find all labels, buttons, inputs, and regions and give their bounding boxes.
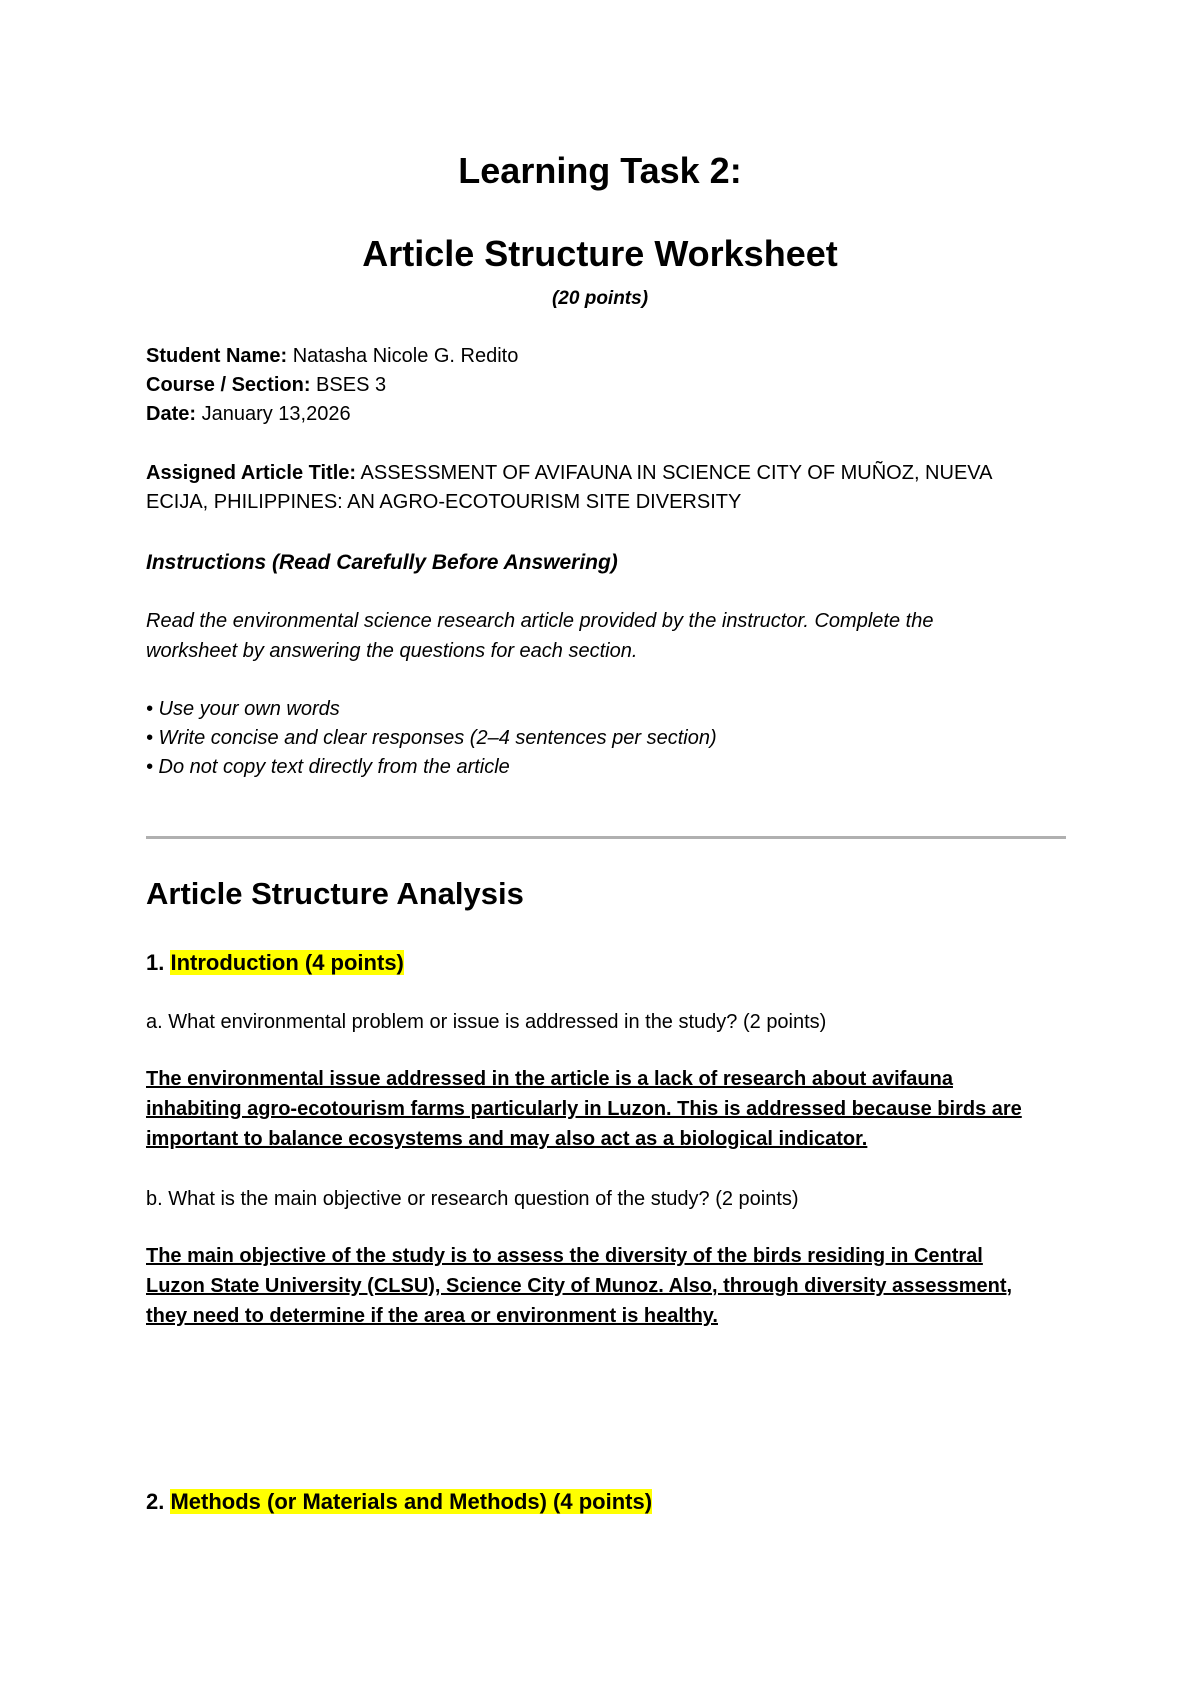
instructions-body-line-2: worksheet by answering the questions for each section. bbox=[146, 640, 638, 662]
student-name-value: Natasha Nicole G. Redito bbox=[292, 345, 519, 367]
answer-1b-line: they need to determine if the area or environment is healthy. bbox=[146, 1305, 718, 1327]
section-1-number: 1. bbox=[146, 950, 171, 975]
course-section-value: BSES 3 bbox=[316, 374, 387, 396]
article-title-line-1: ASSESSMENT OF AVIFAUNA IN SCIENCE CITY OF MUÑOZ, NUEVA bbox=[360, 462, 993, 484]
section-2-label: Methods (or Materials and Methods) (4 points) bbox=[170, 1489, 653, 1514]
question-1b: b. What is the main objective or research question of the study? (2 points) bbox=[146, 1188, 799, 1210]
student-name-label: Student Name: bbox=[146, 345, 288, 367]
instructions-heading: Instructions (Read Carefully Before Answering) bbox=[146, 551, 618, 574]
date-label: Date: bbox=[146, 403, 197, 425]
horizontal-divider bbox=[146, 836, 1066, 839]
answer-1a-line: inhabiting agro-ecotourism farms particularly in Luzon. This is addressed because birds are bbox=[146, 1098, 1022, 1120]
title-line-2: Article Structure Worksheet bbox=[362, 233, 838, 274]
instruction-bullet: • Use your own words bbox=[146, 698, 340, 720]
answer-1a-line: important to balance ecosystems and may also act as a biological indicator. bbox=[146, 1128, 868, 1150]
total-points: (20 points) bbox=[551, 288, 649, 309]
answer-1b-line: Luzon State University (CLSU), Science City of Munoz. Also, through diversity assessment, bbox=[146, 1275, 1013, 1297]
article-title-field bbox=[146, 462, 992, 485]
student-name-field bbox=[146, 345, 518, 368]
answer-1a-line: The environmental issue addressed in the article is a lack of research about avifauna bbox=[146, 1068, 953, 1090]
instruction-bullet: • Do not copy text directly from the article bbox=[146, 756, 510, 778]
article-title-line-2: ECIJA, PHILIPPINES: AN AGRO-ECOTOURISM SITE DIVERSITY bbox=[146, 491, 742, 513]
question-1a: a. What environmental problem or issue is addressed in the study? (2 points) bbox=[146, 1011, 827, 1033]
section-2-heading bbox=[146, 1489, 652, 1515]
title-line-1: Learning Task 2: bbox=[458, 150, 742, 191]
instruction-bullet: • Write concise and clear responses (2–4 sentences per section) bbox=[146, 727, 717, 749]
article-title-label: Assigned Article Title: bbox=[146, 462, 357, 484]
date-value: January 13,2026 bbox=[201, 403, 351, 425]
section-2-number: 2. bbox=[146, 1489, 171, 1514]
date-field bbox=[146, 403, 351, 426]
course-section-field bbox=[146, 374, 386, 397]
instructions-body-line-1: Read the environmental science research article provided by the instructor. Complete the bbox=[146, 610, 934, 632]
course-section-label: Course / Section: bbox=[146, 374, 311, 396]
section-1-label: Introduction (4 points) bbox=[170, 950, 404, 975]
analysis-heading: Article Structure Analysis bbox=[146, 876, 524, 911]
section-1-heading bbox=[146, 950, 404, 976]
answer-1b-line: The main objective of the study is to assess the diversity of the birds residing in Central bbox=[146, 1245, 983, 1267]
